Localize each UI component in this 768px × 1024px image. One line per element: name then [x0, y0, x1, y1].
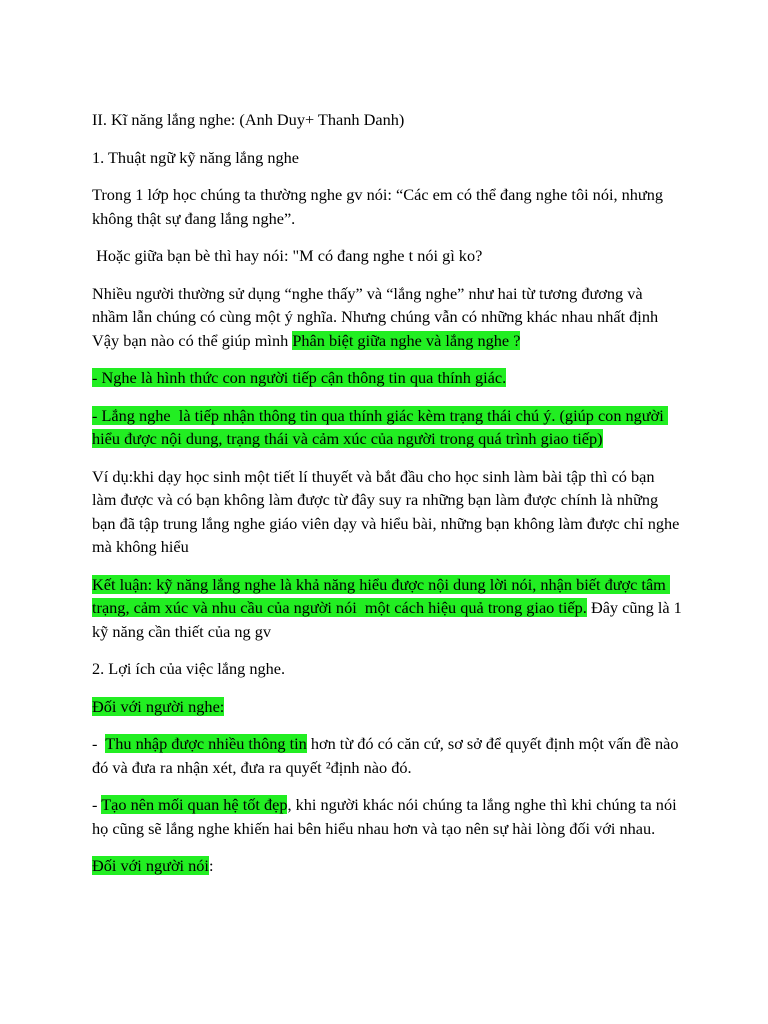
paragraph-teacher-quote [92, 183, 682, 230]
speaker-heading [92, 854, 682, 878]
paragraph-example [92, 465, 682, 559]
highlight-question: Phân biệt giữa nghe và lắng nghe ? [292, 330, 521, 350]
section-1-title [92, 146, 682, 170]
highlight-information: Thu nhập được nhiều thông tin [105, 734, 307, 753]
highlight-speaker-heading: Đối với người nói [92, 856, 209, 875]
paragraph-example-text: Ví dụ:khi dạy học sinh một tiết lí thuyết và bắt đầu cho học sinh làm bài tập thì có bạn làm được và có bạn không làm được từ đây suy ra những bạn làm được chính là những bạn đã tập trung lắng nghe giáo viên dạy và hiểu bài, những bạn không làm được chỉ nghe mà không hiểu [92, 466, 680, 556]
section-2-title-text: 2. Lợi ích của việc lắng nghe. [92, 659, 286, 678]
conclusion-tail-text: Đây cũng là 1 kỹ năng cần thiết của ng gv [92, 598, 686, 641]
paragraph-conclusion [92, 573, 686, 644]
heading-text: II. Kĩ năng lắng nghe: (Anh Duy+ Thanh Danh) [92, 110, 405, 129]
section-1-title-text: 1. Thuật ngữ kỹ năng lắng nghe [92, 147, 300, 167]
paragraph-hearing-vs-listening [92, 282, 682, 353]
definition-listening [92, 404, 682, 451]
paragraph-friends-quote [92, 244, 682, 268]
listener-heading [92, 695, 682, 719]
paragraph-friends-quote-text: Hoặc giữa bạn bè thì hay nói: "M có đang nghe t nói gì ko? [92, 246, 483, 265]
highlight-relationship: Tạo nên mối quan hệ tốt đẹp [101, 795, 288, 814]
section-2-title [92, 657, 682, 681]
highlight-hearing-definition: - Nghe là hình thức con người tiếp cận thông tin qua thính giác. [92, 368, 507, 387]
bullet-relationship-text: , khi người khác nói chúng ta lắng nghe thì khi chúng ta nói họ cũng sẽ lắng nghe khiến hai bên hiểu nhau hơn và tạo nên sự hài lòng đối với nhau. [92, 795, 681, 838]
document-page [92, 108, 686, 892]
paragraph-hearing-text: Nhiều người thường sử dụng “nghe thấy” và “lắng nghe” như hai từ tương đương và nhầm lẫn chúng có cùng một ý nghĩa. Nhưng chúng vẫn có những khác nhau nhất định Vậy bạn nào có thể giúp mình [92, 283, 659, 350]
definition-hearing [92, 366, 682, 390]
bullet-relationship [92, 793, 682, 840]
paragraph-teacher-quote-text: Trong 1 lớp học chúng ta thường nghe gv nói: “Các em có thể đang nghe tôi nói, nhưng không thật sự đang lắng nghe”. [92, 185, 664, 228]
bullet-dash: - [92, 734, 106, 753]
bullet-dash: - [92, 795, 102, 814]
highlight-listening-definition: - Lắng nghe là tiếp nhận thông tin qua thính giác kèm trạng thái chú ý. (giúp con người hiểu được nội dung, trạng thái và cảm xúc của người trong quá trình giao tiếp) [92, 405, 668, 448]
bullet-information [92, 732, 682, 779]
document-heading [92, 108, 682, 132]
speaker-heading-colon: : [208, 856, 214, 875]
bullet-information-text: hơn từ đó có căn cứ, sơ sở để quyết định một vấn đề nào đó và đưa ra nhận xét, đưa ra quyết ²định nào đó. [92, 734, 683, 777]
highlight-conclusion: Kết luận: kỹ năng lắng nghe là khả năng hiểu được nội dung lời nói, nhận biết được tâm trạng, cảm xúc và nhu cầu của người nói một cách hiệu quả trong giao tiếp. [92, 574, 670, 617]
highlight-listener-heading: Đối với người nghe: [92, 696, 225, 716]
